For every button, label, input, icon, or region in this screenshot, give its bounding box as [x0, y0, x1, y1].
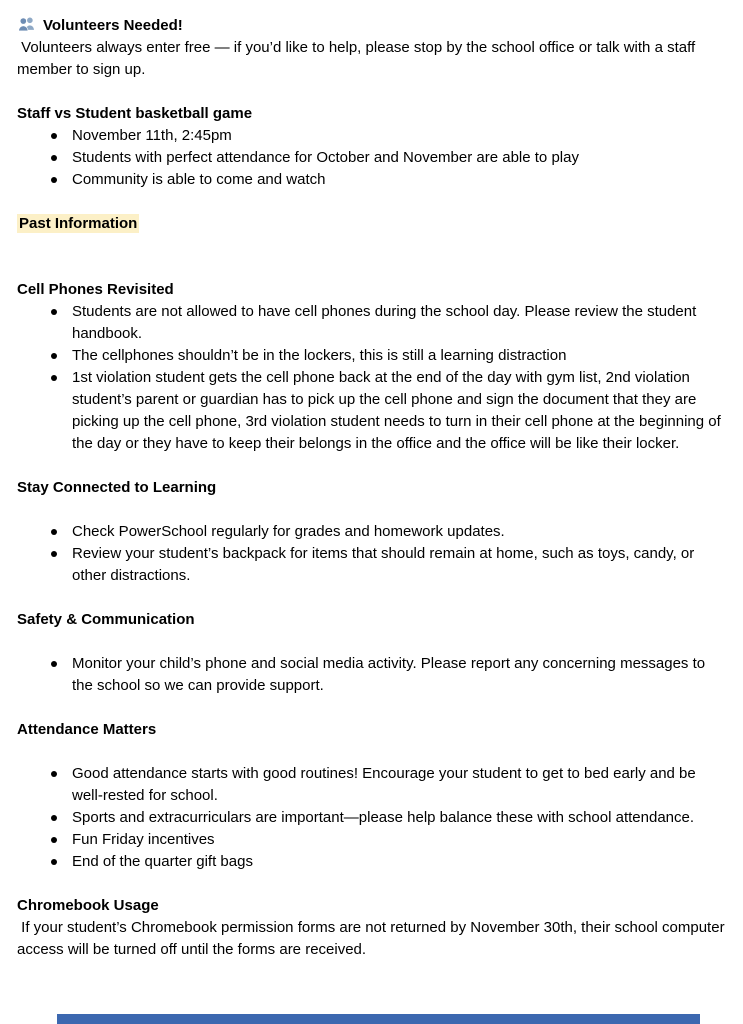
busts-in-silhouette-icon [17, 16, 36, 31]
bullet-list-basketball [17, 125, 729, 191]
section-heading-attendance: Attendance Matters [17, 721, 157, 738]
bullet-list-attendance [17, 763, 729, 873]
list-item: Community is able to come and watch [17, 169, 729, 191]
list-item: 1st violation student gets the cell phone back at the end of the day with gym list, 2nd violation student’s parent or guardian has to pick up the cell phone and sign the document that they are picking up the cell phone, 3rd violation student needs to turn in their cell phone at the beginning of the day or they have to keep their belongs in the office and the office will be like their locker. [17, 367, 729, 455]
heading-text-volunteers: Volunteers Needed! [43, 17, 183, 34]
list-item: Fun Friday incentives [17, 829, 729, 851]
section-heading-cell-phones: Cell Phones Revisited [17, 281, 174, 298]
bottom-image-strip [57, 1014, 700, 1024]
paragraph-chromebook: If your student’s Chromebook permission forms are not returned by November 30th, their school computer access will be turned off until the forms are received. [17, 919, 729, 958]
highlighted-heading-text: Past Information [19, 215, 138, 232]
bullet-list-cell-phones [17, 301, 729, 455]
section-heading-stay-connected: Stay Connected to Learning [17, 479, 217, 496]
section-heading-basketball: Staff vs Student basketball game [17, 105, 253, 122]
list-item: Students with perfect attendance for October and November are able to play [17, 147, 729, 169]
list-item: End of the quarter gift bags [17, 851, 729, 873]
list-item: Check PowerSchool regularly for grades and homework updates. [17, 521, 729, 543]
bullet-list-safety [17, 653, 729, 697]
list-item: Sports and extracurriculars are important—please help balance these with school attendance. [17, 807, 729, 829]
list-item: Students are not allowed to have cell phones during the school day. Please review the student handbook. [17, 301, 729, 345]
list-item: Good attendance starts with good routines! Encourage your student to get to bed early and be well-rested for school. [17, 763, 729, 807]
bullet-list-stay-connected [17, 521, 729, 587]
paragraph-volunteers: Volunteers always enter free — if you’d like to help, please stop by the school office or talk with a staff member to sign up. [17, 39, 700, 78]
list-item: Monitor your child’s phone and social media activity. Please report any concerning messages to the school so we can provide support. [17, 653, 729, 697]
list-item: The cellphones shouldn’t be in the lockers, this is still a learning distraction [17, 345, 729, 367]
list-item: Review your student’s backpack for items that should remain at home, such as toys, candy, or other distractions. [17, 543, 729, 587]
list-item: November 11th, 2:45pm [17, 125, 729, 147]
section-heading-volunteers [17, 15, 729, 37]
section-heading-past-information [17, 213, 729, 235]
section-heading-chromebook: Chromebook Usage [17, 897, 159, 914]
section-heading-safety: Safety & Communication [17, 611, 195, 628]
